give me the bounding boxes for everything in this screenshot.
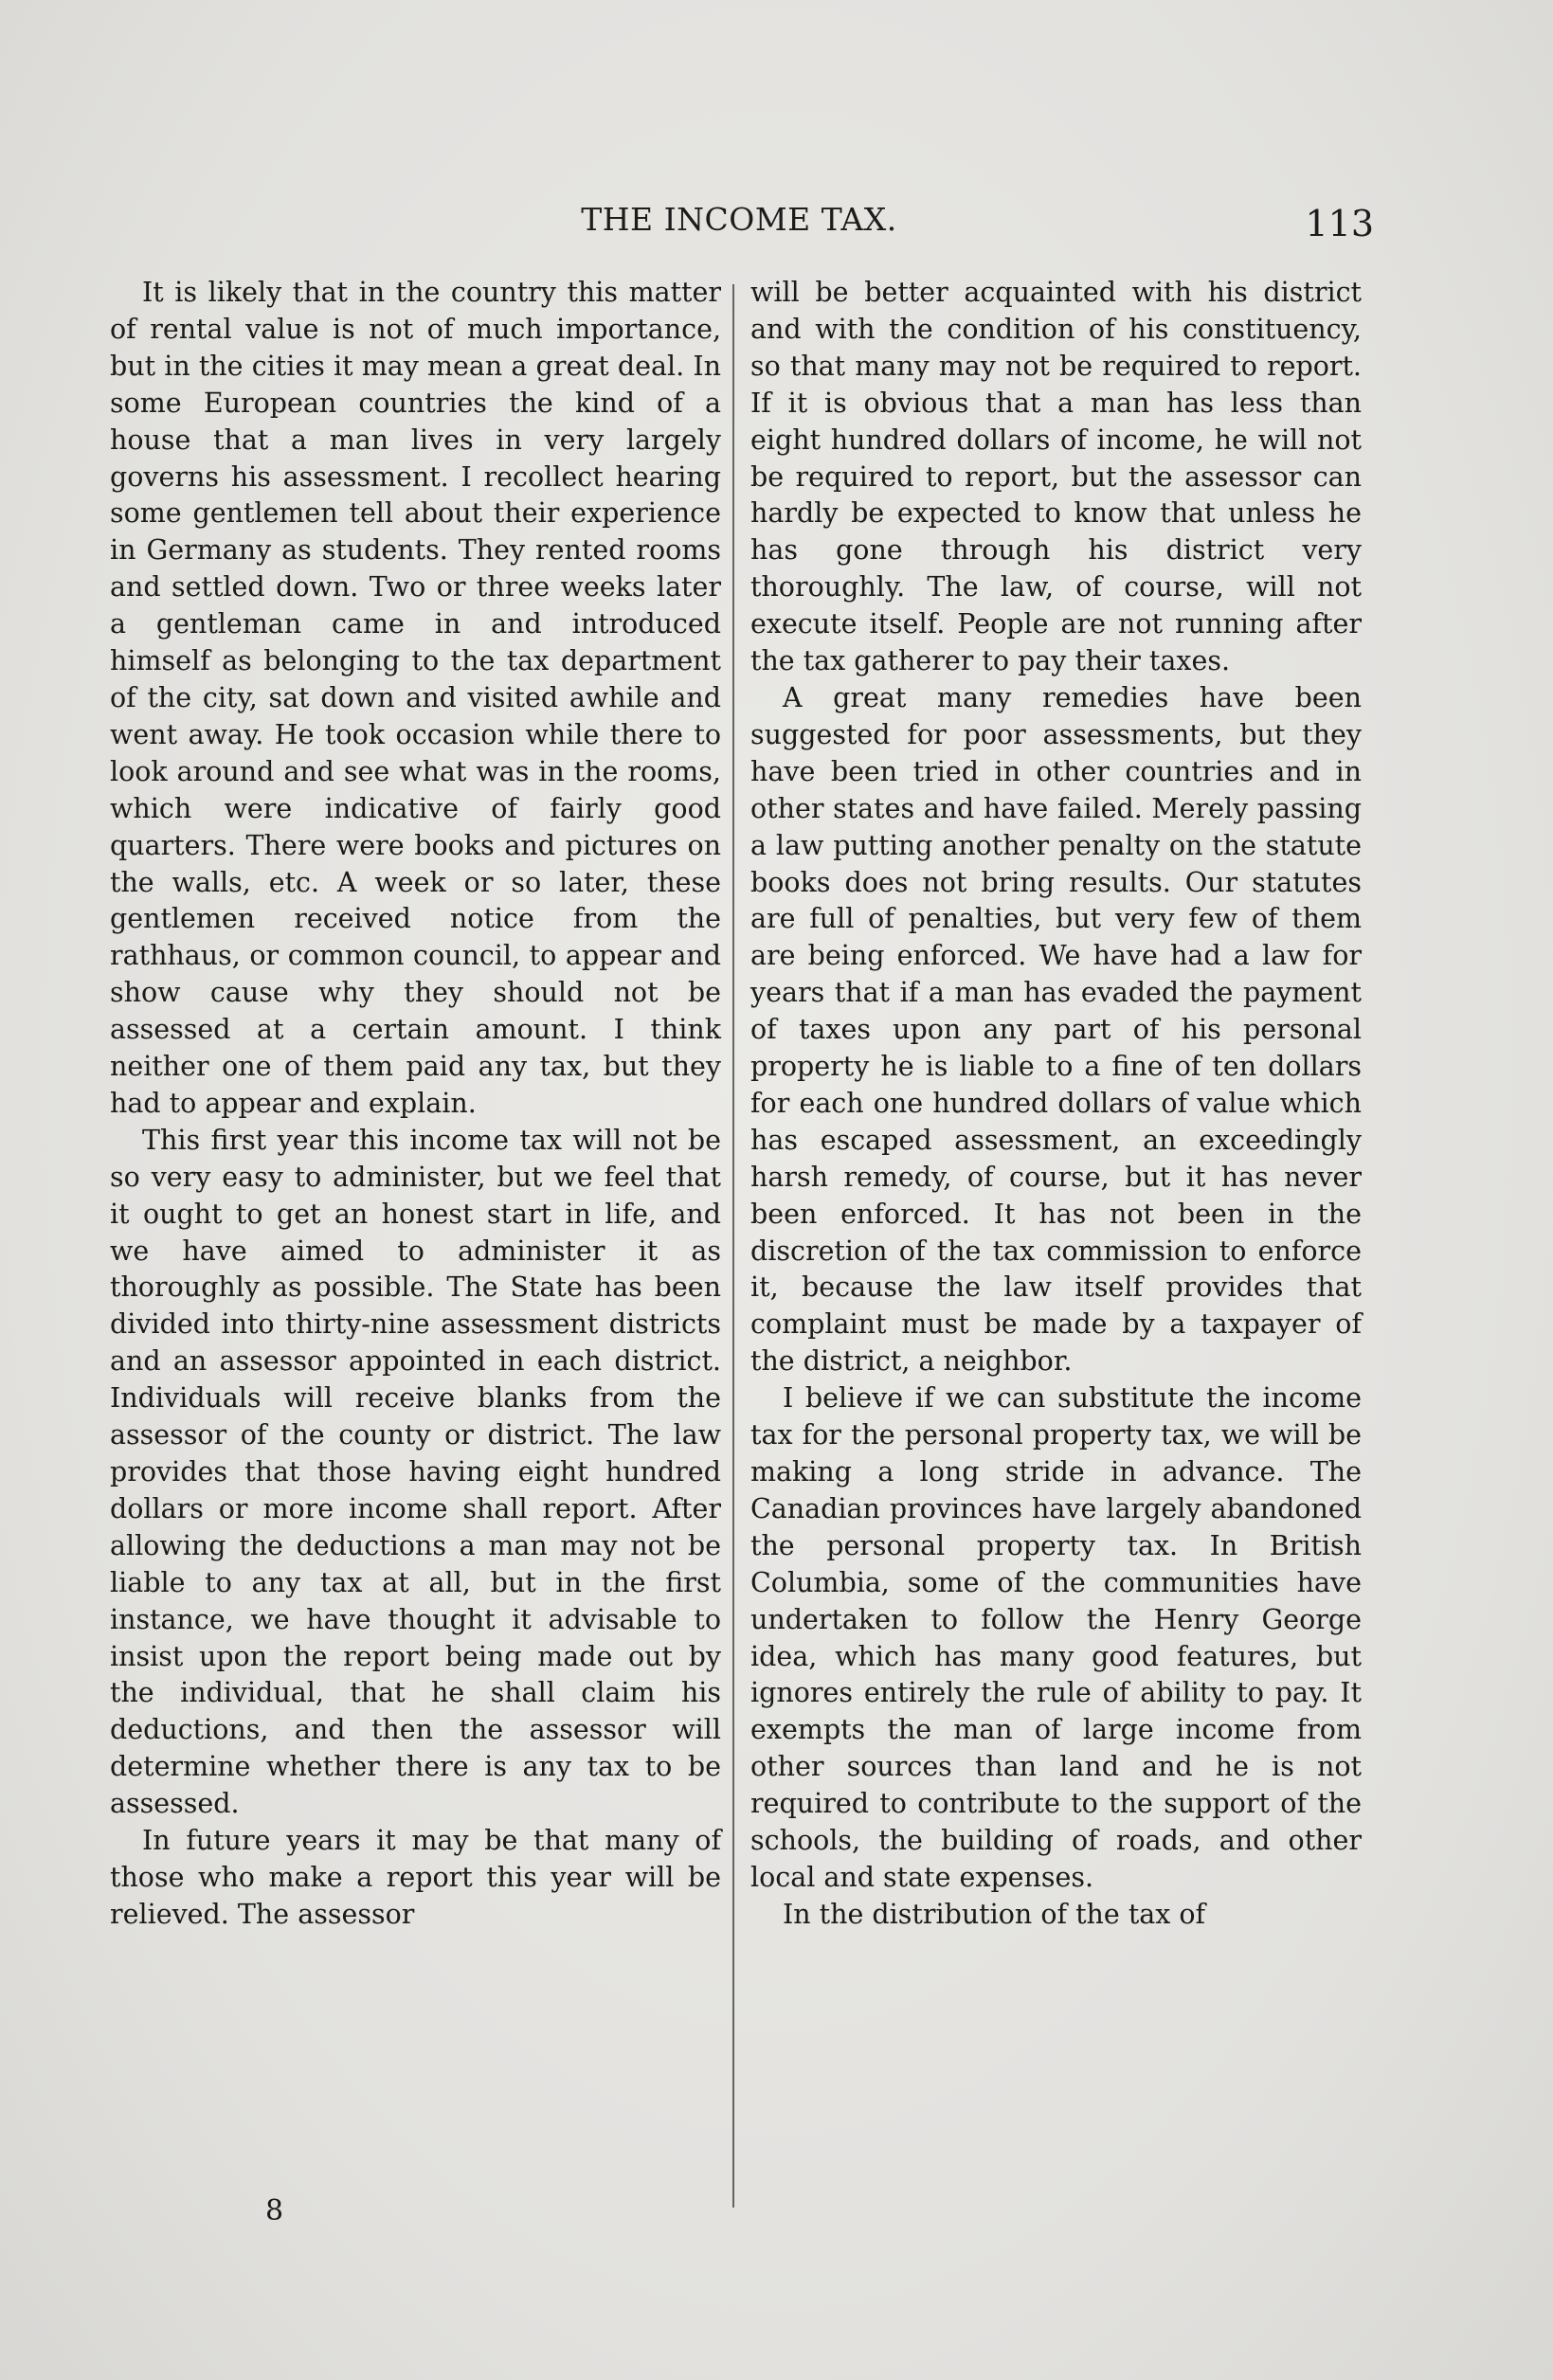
left-column — [110, 275, 721, 1934]
column-divider — [732, 284, 734, 2208]
page-header — [104, 195, 1374, 252]
signature-mark: 8 — [265, 2194, 284, 2227]
right-column — [750, 275, 1362, 1934]
paragraph: will be better acquainted with his district and with the condition of his constituency, so that many may not be required to report. If it is obvious that a man has less than eight hundred dollars of income, he will not be required to report, but the assessor can hardly be expected to know that unless he has gone through his district very thoroughly. The law, of course, will not execute itself. People are not running after the tax gatherer to pay their taxes. — [750, 277, 1362, 677]
paragraph: In future years it may be that many of those who make a report this year will be relieved. The assessor — [110, 1825, 721, 1930]
paragraph: I believe if we can substitute the income tax for the personal property tax, we will be making a long stride in advance. The Canadian provinces have largely abandoned the personal property tax. In British Columbia, some of the communities have undertaken to follow the Henry George idea, which has many good features, but ignores entirely the rule of ability to pay. It exempts the man of large income from other sources than land and he is not required to contribute to the support of the schools, the building of roads, and other local and state expenses. — [750, 1382, 1362, 1893]
paragraph: This first year this income tax will not be so very easy to administer, but we feel that it ought to get an honest start in life, and we have aimed to administer it as thoroughly as possible. The State has been divided into thirty-nine assessment districts and an assessor appointed in each district. Individuals will receive blanks from the assessor of the county or district. The law provides that those having eight hundred dollars or more income shall report. After allowing the deductions a man may not be liable to any tax at all, but in the first instance, we have thought it advisable to insist upon the report being made out by the individual, that he shall claim his deductions, and then the assessor will determine whether there is any tax to be assessed. — [110, 1124, 721, 1820]
paragraph: A great many remedies have been suggested for poor assessments, but they have been tried in other countries and in other states and have failed. Merely passing a law putting another penalty on the statute books does not bring results. Our statutes are full of penalties, but very few of them are being enforced. We have had a law for years that if a man has evaded the payment of taxes upon any part of his personal property he is liable to a fine of ten dollars for each one hundred dollars of value which has escaped assessment, an exceedingly harsh remedy, of course, but it has never been enforced. It has not been in the discretion of the tax commission to enforce it, because the law itself provides that complaint must be made by a taxpayer of the district, a neighbor. — [750, 681, 1362, 1378]
paragraph: In the distribution of the tax of — [783, 1898, 1206, 1930]
paragraph: It is likely that in the country this matter of rental value is not of much importance, but in the cities it may mean a great deal. In some European countries the kind of a house that a man lives in very largely governs his assessment. I recollect hearing some gentlemen tell about their experience in Germany as students. They rented rooms and settled down. Two or three weeks later a gentleman came in and introduced himself as belonging to the tax department of the city, sat down and visited awhile and went away. He took occasion while there to look around and see what was in the rooms, which were indicative of fairly good quarters. There were books and pictures on the walls, etc. A week or so later, these gentlemen received notice from the rathhaus, or common council, to appear and show cause why they should not be assessed at a certain amount. I think neither one of them paid any tax, but they had to appear and explain. — [110, 277, 721, 1119]
running-head: THE INCOME TAX. — [581, 201, 897, 238]
page-number: 113 — [1305, 203, 1374, 244]
